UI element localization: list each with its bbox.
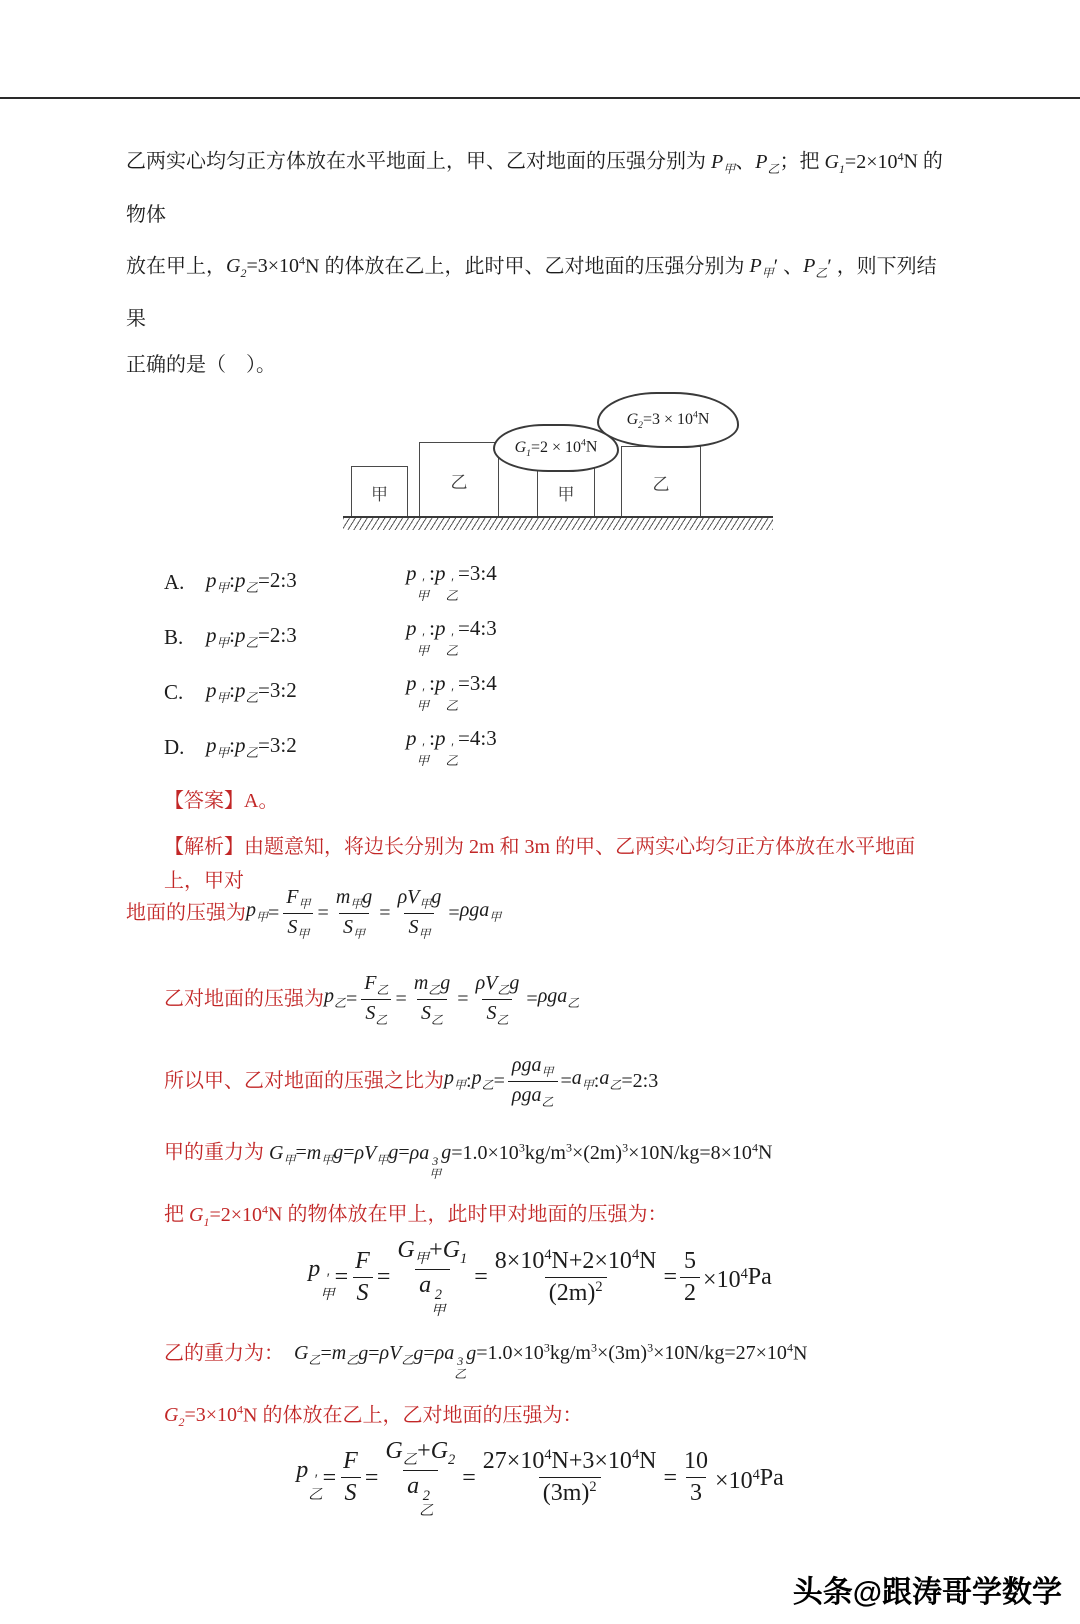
- analysis-weight-yi-formula: 乙的重力为： $G_乙=m_乙g=\rho V_乙g=\rho a$ 3 乙 $g=1.0\times 10^3kg/m^3\times(3m)^3\times 10N/kg=27\times 10^4N$: [164, 1340, 808, 1381]
- analysis-section: [126, 830, 954, 1519]
- option-letter: B.: [164, 624, 184, 649]
- analysis-weight-jia-formula: 甲的重力为 $G_甲=m_甲g=\rho V_甲g=\rho a$ 3 甲 $g=1.0\times 10^3kg/m^3\times(2m)^3\times 10N/kg=8\times 10^4N$: [164, 1140, 773, 1181]
- cube-label: 甲: [371, 484, 388, 504]
- option-letter: C.: [164, 679, 184, 704]
- option-letter: A.: [164, 569, 185, 594]
- option-row-b: [126, 616, 954, 658]
- cube-jia-loaded: [537, 466, 595, 518]
- ground-hatching: [343, 516, 773, 530]
- page-content: [0, 133, 1080, 1519]
- analysis-pressure-yi-after-formula: p ′ 乙 = $\frac{F}{S}$ = $G_乙+G_2$ a 2 乙 = $\frac{27\times 10^4N+3\times 10^4N}{(3m)^2}$ = $\frac{10}{3}$ $\times 10^4$ Pa: [296, 1437, 784, 1519]
- watermark-text: 头条@跟涛哥学数学: [792, 1576, 1062, 1609]
- option-a-after-ratio: p ′ 甲 :p ′ 乙 =3:4: [406, 561, 497, 603]
- stem-line-3: 正确的是（ ）。: [126, 354, 276, 377]
- analysis-line-1: 【解析】由题意知，将边长分别为 2m 和 3m 的甲、乙两实心均匀正方体放在水平地面上，甲对: [164, 836, 916, 893]
- option-row-c: [126, 671, 954, 713]
- analysis-load-yi-text: $G_2=3\times 10^4N$ 的体放在乙上，乙对地面的压强为：: [164, 1402, 583, 1430]
- weight-balloon-g2: [597, 392, 739, 448]
- worksheet-page: [0, 97, 1080, 1624]
- analysis-pressure-yi-formula: 乙对地面的压强为 $p_乙$ = $\frac{F_乙}{S_乙}$ = $\frac{m_乙g}{S_乙}$ = $\frac{\rho V_乙g}{S_乙}$ = ρga$_乙$: [164, 972, 580, 1027]
- balloon-g1-text: $G_1=2 \times 10^4N$: [514, 437, 598, 459]
- option-d-after-ratio: p ′ 甲 :p ′ 乙 =4:3: [406, 726, 497, 768]
- option-row-a: [126, 561, 954, 603]
- option-d-initial-ratio: $p_甲:p_乙=3:2$: [206, 733, 297, 761]
- cube-label: 甲: [557, 484, 575, 504]
- problem-figure: [343, 392, 773, 534]
- analysis-pressure-jia-after-formula: p ′ 甲 = $\frac{F}{S}$ = $G_甲+G_1$ a 2 甲 = $\frac{8\times 10^4N+2\times 10^4N}{(2m)^2}$ = $\frac{5}{2}$ $\times 10^4$ Pa: [308, 1237, 772, 1319]
- stem-line-2: 放在甲上，$G_2=3\times 10^4N$ 的体放在乙上，此时甲、乙对地面的压强分别为 $P_甲'$ 、$P_乙'$ ，则下列结果: [126, 253, 937, 331]
- balloon-g2-text: $G_2=3 \times 10^4N$: [626, 409, 710, 431]
- option-b-after-ratio: p ′ 甲 :p ′ 乙 =4:3: [406, 616, 497, 658]
- cube-label: 乙: [450, 472, 468, 492]
- option-c-after-ratio: p ′ 甲 :p ′ 乙 =3:4: [406, 671, 497, 713]
- cube-jia-small: [351, 466, 408, 518]
- cube-yi-loaded: [621, 446, 701, 518]
- option-a-initial-ratio: $p_甲:p_乙=2:3$: [206, 568, 297, 596]
- option-row-d: [126, 726, 954, 768]
- option-b-initial-ratio: $p_甲:p_乙=2:3$: [206, 623, 297, 651]
- analysis-load-jia-text: 把 $G_1=2\times 10^4N$ 的物体放在甲上，此时甲对地面的压强为：: [164, 1202, 668, 1229]
- option-letter: D.: [164, 734, 185, 759]
- header-rule: [0, 97, 1080, 99]
- cube-yi-small: [419, 442, 499, 518]
- cube-label: 乙: [652, 474, 670, 494]
- answer-line: 【答案】A。: [164, 790, 279, 813]
- analysis-pressure-ratio-formula: 所以甲、乙对地面的压强之比为 $p_甲$ : $p_乙$ = $\frac{\rho ga_甲}{\rho ga_乙}$ = $a_甲$ : $a_乙$ =2:3: [164, 1054, 659, 1109]
- option-c-initial-ratio: $p_甲:p_乙=3:2$: [206, 678, 297, 706]
- options-list: [126, 561, 954, 768]
- problem-stem: [126, 133, 954, 388]
- analysis-pressure-jia-formula: 地面的压强为 $p_甲$ = $\frac{F_甲}{S_甲}$ = $\frac{m_甲g}{S_甲}$ = $\frac{\rho V_甲g}{S_甲}$ = ρga$_甲$: [126, 886, 502, 941]
- stem-line-1: 乙两实心均匀正方体放在水平地面上，甲、乙对地面的压强分别为 $P_甲$、$P_乙$；把 $G_1=2\times 10^4N$ 的物体: [126, 149, 943, 226]
